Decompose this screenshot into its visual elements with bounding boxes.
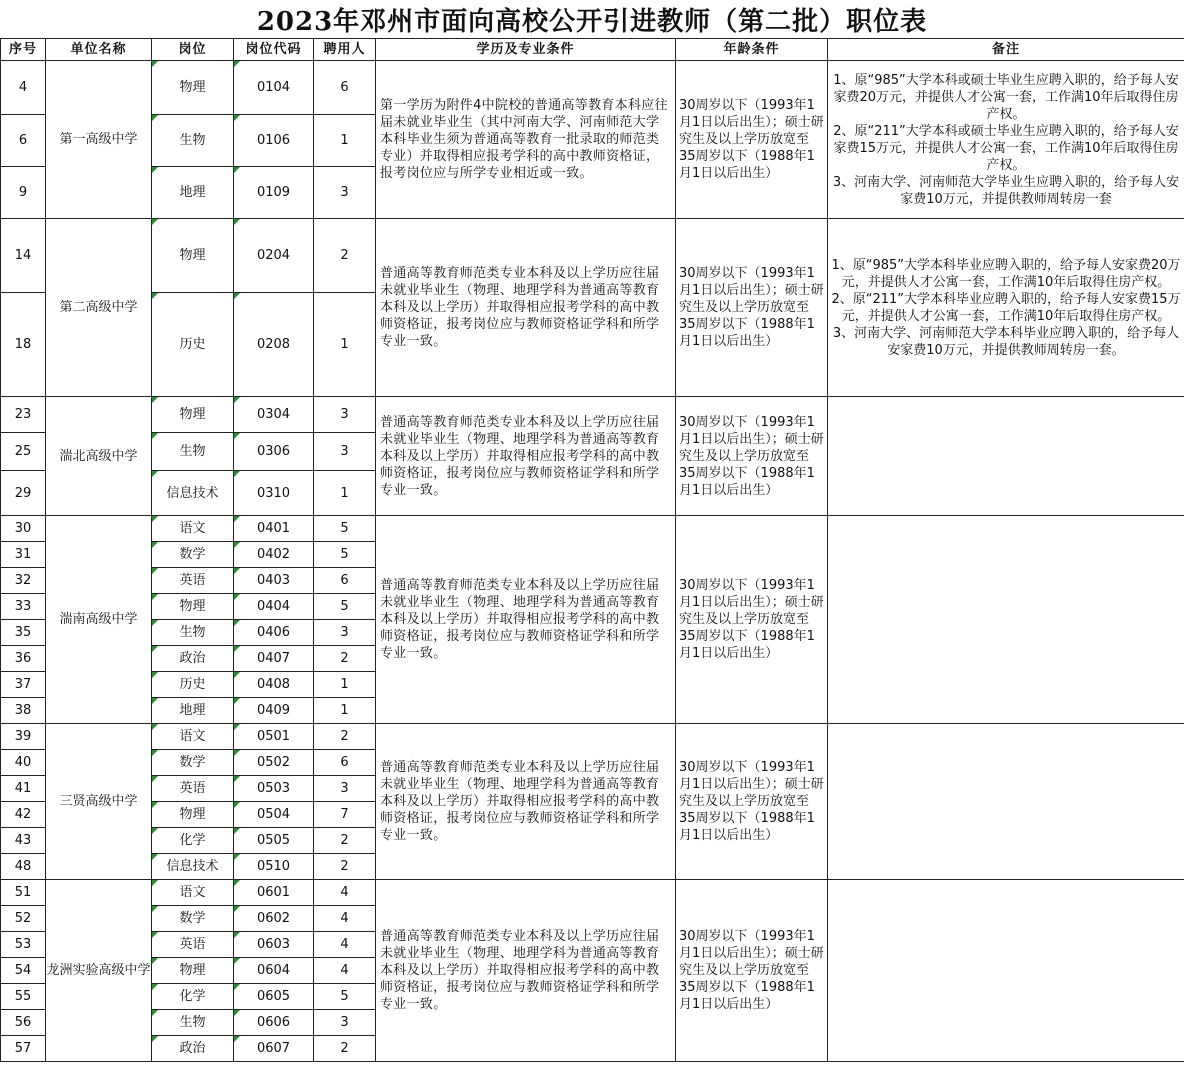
note-cell[interactable] xyxy=(828,880,1184,1062)
seq-cell[interactable]: 42 xyxy=(1,802,46,828)
seq-cell[interactable]: 4 xyxy=(1,61,46,115)
code-cell[interactable]: 0605 xyxy=(234,984,314,1010)
table-row xyxy=(1,61,1184,115)
position-cell[interactable]: 物理 xyxy=(152,397,234,433)
note-line: 2、原“211”大学本科或硕士毕业生应聘入职的，给予每人安家费15万元，并提供人才公寓一套，工作满10年后取得住房产权。 xyxy=(833,123,1179,173)
seq-cell[interactable]: 37 xyxy=(1,672,46,698)
count-cell[interactable]: 2 xyxy=(314,219,376,293)
table-row xyxy=(1,880,1184,906)
education-cell[interactable]: 普通高等教育师范类专业本科及以上学历应往届未就业毕业生（物理、地理学科为普通高等教育本科及以上学历）并取得相应报考学科的高中教师资格证，报考岗位应与教师资格证学科和所学专业一致。 xyxy=(376,880,676,1062)
note-line: 1、原“985”大学本科或硕士毕业生应聘入职的，给予每人安家费20万元，并提供人才公寓一套，工作满10年后取得住房产权。 xyxy=(833,72,1179,122)
seq-cell[interactable]: 40 xyxy=(1,750,46,776)
page-title: 2023年邓州市面向高校公开引进教师（第二批）职位表 xyxy=(256,6,928,37)
code-cell[interactable]: 0104 xyxy=(234,61,314,115)
note-line: 3、河南大学、河南师范大学本科毕业应聘入职的，给予每人安家费10万元，并提供教师周转房一套。 xyxy=(832,325,1180,358)
count-cell[interactable]: 2 xyxy=(314,854,376,880)
count-cell[interactable]: 6 xyxy=(314,568,376,594)
position-cell[interactable]: 历史 xyxy=(152,672,234,698)
position-cell[interactable]: 物理 xyxy=(152,219,234,293)
seq-cell[interactable]: 56 xyxy=(1,1010,46,1036)
position-cell[interactable]: 数学 xyxy=(152,906,234,932)
seq-cell[interactable]: 23 xyxy=(1,397,46,433)
code-cell[interactable]: 0505 xyxy=(234,828,314,854)
seq-cell[interactable]: 31 xyxy=(1,542,46,568)
position-cell[interactable]: 生物 xyxy=(152,115,234,167)
code-cell[interactable]: 0401 xyxy=(234,516,314,542)
header-row xyxy=(1,39,1184,61)
seq-cell[interactable]: 25 xyxy=(1,433,46,471)
count-cell[interactable]: 3 xyxy=(314,1010,376,1036)
seq-cell[interactable]: 33 xyxy=(1,594,46,620)
code-cell[interactable]: 0402 xyxy=(234,542,314,568)
seq-cell[interactable]: 54 xyxy=(1,958,46,984)
code-cell[interactable]: 0604 xyxy=(234,958,314,984)
positions-table xyxy=(0,38,1184,1062)
code-cell[interactable]: 0310 xyxy=(234,471,314,516)
seq-cell[interactable]: 18 xyxy=(1,293,46,397)
unit-cell[interactable]: 湍南高级中学 xyxy=(46,516,152,724)
position-cell[interactable]: 物理 xyxy=(152,958,234,984)
note-cell[interactable] xyxy=(828,516,1184,724)
count-cell[interactable]: 1 xyxy=(314,115,376,167)
seq-cell[interactable]: 41 xyxy=(1,776,46,802)
count-cell[interactable]: 6 xyxy=(314,61,376,115)
count-cell[interactable]: 1 xyxy=(314,698,376,724)
count-cell[interactable]: 3 xyxy=(314,776,376,802)
count-cell[interactable]: 6 xyxy=(314,750,376,776)
age-cell[interactable]: 30周岁以下（1993年1月1日以后出生）；硕士研究生及以上学历放宽至35周岁以下（1988年1月1日以后出生） xyxy=(676,397,828,516)
position-cell[interactable]: 政治 xyxy=(152,1036,234,1062)
note-cell[interactable] xyxy=(828,397,1184,516)
table-row xyxy=(1,397,1184,433)
unit-cell[interactable]: 第二高级中学 xyxy=(46,219,152,397)
header-seq: 序号 xyxy=(1,39,46,61)
position-cell[interactable]: 地理 xyxy=(152,167,234,219)
unit-cell[interactable]: 三贤高级中学 xyxy=(46,724,152,880)
code-cell[interactable]: 0304 xyxy=(234,397,314,433)
age-cell[interactable]: 30周岁以下（1993年1月1日以后出生）；硕士研究生及以上学历放宽至35周岁以下（1988年1月1日以后出生） xyxy=(676,219,828,397)
position-cell[interactable]: 语文 xyxy=(152,880,234,906)
count-cell[interactable]: 5 xyxy=(314,984,376,1010)
position-cell[interactable]: 物理 xyxy=(152,61,234,115)
count-cell[interactable]: 5 xyxy=(314,542,376,568)
header-code: 岗位代码 xyxy=(234,39,314,61)
note-line: 1、原“985”大学本科毕业应聘入职的，给予每人安家费20万元，并提供人才公寓一套，工作满10年后取得住房产权。 xyxy=(831,257,1181,290)
position-cell[interactable]: 生物 xyxy=(152,1010,234,1036)
code-cell[interactable]: 0409 xyxy=(234,698,314,724)
position-cell[interactable]: 化学 xyxy=(152,828,234,854)
header-age: 年龄条件 xyxy=(676,39,828,61)
header-education: 学历及专业条件 xyxy=(376,39,676,61)
code-cell[interactable]: 0510 xyxy=(234,854,314,880)
code-cell[interactable]: 0208 xyxy=(234,293,314,397)
count-cell[interactable]: 1 xyxy=(314,293,376,397)
education-cell[interactable]: 普通高等教育师范类专业本科及以上学历应往届未就业毕业生（物理、地理学科为普通高等教育本科及以上学历）并取得相应报考学科的高中教师资格证，报考岗位应与教师资格证学科和所学专业一致。 xyxy=(376,724,676,880)
position-cell[interactable]: 英语 xyxy=(152,568,234,594)
seq-cell[interactable]: 55 xyxy=(1,984,46,1010)
code-cell[interactable]: 0602 xyxy=(234,906,314,932)
position-cell[interactable]: 物理 xyxy=(152,594,234,620)
code-cell[interactable]: 0407 xyxy=(234,646,314,672)
code-cell[interactable]: 0403 xyxy=(234,568,314,594)
count-cell[interactable]: 3 xyxy=(314,167,376,219)
education-cell[interactable]: 普通高等教育师范类专业本科及以上学历应往届未就业毕业生（物理、地理学科为普通高等教育本科及以上学历）并取得相应报考学科的高中教师资格证，报考岗位应与教师资格证学科和所学专业一致。 xyxy=(376,397,676,516)
header-position: 岗位 xyxy=(152,39,234,61)
position-cell[interactable]: 化学 xyxy=(152,984,234,1010)
seq-cell[interactable]: 39 xyxy=(1,724,46,750)
position-cell[interactable]: 英语 xyxy=(152,776,234,802)
count-cell[interactable]: 2 xyxy=(314,724,376,750)
position-cell[interactable]: 数学 xyxy=(152,542,234,568)
count-cell[interactable]: 4 xyxy=(314,906,376,932)
position-cell[interactable]: 历史 xyxy=(152,293,234,397)
position-cell[interactable]: 信息技术 xyxy=(152,854,234,880)
position-cell[interactable]: 英语 xyxy=(152,932,234,958)
unit-cell[interactable]: 龙洲实验高级中学 xyxy=(46,880,152,1062)
position-cell[interactable]: 语文 xyxy=(152,516,234,542)
count-cell[interactable]: 2 xyxy=(314,646,376,672)
seq-cell[interactable]: 52 xyxy=(1,906,46,932)
note-line: 2、原“211”大学本科毕业应聘入职的，给予每人安家费15万元，并提供人才公寓一套，工作满10年后取得住房产权。 xyxy=(831,291,1181,324)
code-cell[interactable]: 0109 xyxy=(234,167,314,219)
seq-cell[interactable]: 57 xyxy=(1,1036,46,1062)
header-note: 备注 xyxy=(828,39,1184,61)
count-cell[interactable]: 7 xyxy=(314,802,376,828)
note-cell[interactable] xyxy=(828,219,1184,397)
seq-cell[interactable]: 35 xyxy=(1,620,46,646)
table-body xyxy=(1,61,1184,1062)
count-cell[interactable]: 1 xyxy=(314,672,376,698)
education-cell[interactable]: 普通高等教育师范类专业本科及以上学历应往届未就业毕业生（物理、地理学科为普通高等教育本科及以上学历）并取得相应报考学科的高中教师资格证，报考岗位应与教师资格证学科和所学专业一致。 xyxy=(376,516,676,724)
code-cell[interactable]: 0408 xyxy=(234,672,314,698)
code-cell[interactable]: 0601 xyxy=(234,880,314,906)
seq-cell[interactable]: 48 xyxy=(1,854,46,880)
position-cell[interactable]: 生物 xyxy=(152,433,234,471)
position-cell[interactable]: 信息技术 xyxy=(152,471,234,516)
unit-cell[interactable]: 湍北高级中学 xyxy=(46,397,152,516)
seq-cell[interactable]: 38 xyxy=(1,698,46,724)
education-cell[interactable]: 普通高等教育师范类专业本科及以上学历应往届未就业毕业生（物理、地理学科为普通高等教育本科及以上学历）并取得相应报考学科的高中教师资格证，报考岗位应与教师资格证学科和所学专业一致。 xyxy=(376,219,676,397)
seq-cell[interactable]: 14 xyxy=(1,219,46,293)
table-row xyxy=(1,516,1184,542)
code-cell[interactable]: 0603 xyxy=(234,932,314,958)
code-cell[interactable]: 0504 xyxy=(234,802,314,828)
header-unit: 单位名称 xyxy=(46,39,152,61)
position-cell[interactable]: 数学 xyxy=(152,750,234,776)
count-cell[interactable]: 2 xyxy=(314,828,376,854)
seq-cell[interactable]: 6 xyxy=(1,115,46,167)
code-cell[interactable]: 0503 xyxy=(234,776,314,802)
seq-cell[interactable]: 51 xyxy=(1,880,46,906)
age-cell[interactable]: 30周岁以下（1993年1月1日以后出生）；硕士研究生及以上学历放宽至35周岁以下（1988年1月1日以后出生） xyxy=(676,724,828,880)
age-cell[interactable]: 30周岁以下（1993年1月1日以后出生）；硕士研究生及以上学历放宽至35周岁以下（1988年1月1日以后出生） xyxy=(676,61,828,219)
code-cell[interactable]: 0502 xyxy=(234,750,314,776)
note-cell[interactable] xyxy=(828,61,1184,219)
position-cell[interactable]: 物理 xyxy=(152,802,234,828)
education-cell[interactable]: 第一学历为附件4中院校的普通高等教育本科应往届未就业毕业生（其中河南大学、河南师范大学本科毕业生须为普通高等教育一批录取的师范类专业）并取得相应报考学科的高中教师资格证，报考岗位应与所学专业相近或一致。 xyxy=(376,61,676,219)
note-cell[interactable] xyxy=(828,724,1184,880)
seq-cell[interactable]: 36 xyxy=(1,646,46,672)
age-cell[interactable]: 30周岁以下（1993年1月1日以后出生）；硕士研究生及以上学历放宽至35周岁以下（1988年1月1日以后出生） xyxy=(676,516,828,724)
count-cell[interactable]: 3 xyxy=(314,433,376,471)
count-cell[interactable]: 1 xyxy=(314,471,376,516)
count-cell[interactable]: 4 xyxy=(314,880,376,906)
count-cell[interactable]: 3 xyxy=(314,620,376,646)
age-cell[interactable]: 30周岁以下（1993年1月1日以后出生）；硕士研究生及以上学历放宽至35周岁以下（1988年1月1日以后出生） xyxy=(676,880,828,1062)
count-cell[interactable]: 5 xyxy=(314,516,376,542)
count-cell[interactable]: 4 xyxy=(314,958,376,984)
position-cell[interactable]: 生物 xyxy=(152,620,234,646)
seq-cell[interactable]: 53 xyxy=(1,932,46,958)
seq-cell[interactable]: 29 xyxy=(1,471,46,516)
table-row xyxy=(1,724,1184,750)
code-cell[interactable]: 0204 xyxy=(234,219,314,293)
code-cell[interactable]: 0606 xyxy=(234,1010,314,1036)
unit-cell[interactable]: 第一高级中学 xyxy=(46,61,152,219)
header-count: 聘用人 xyxy=(314,39,376,61)
seq-cell[interactable]: 32 xyxy=(1,568,46,594)
position-cell[interactable]: 政治 xyxy=(152,646,234,672)
code-cell[interactable]: 0306 xyxy=(234,433,314,471)
seq-cell[interactable]: 9 xyxy=(1,167,46,219)
count-cell[interactable]: 3 xyxy=(314,397,376,433)
code-cell[interactable]: 0607 xyxy=(234,1036,314,1062)
table-row xyxy=(1,219,1184,293)
seq-cell[interactable]: 30 xyxy=(1,516,46,542)
code-cell[interactable]: 0406 xyxy=(234,620,314,646)
count-cell[interactable]: 2 xyxy=(314,1036,376,1062)
code-cell[interactable]: 0501 xyxy=(234,724,314,750)
note-line: 3、河南大学、河南师范大学毕业生应聘入职的，给予每人安家费10万元，并提供教师周转房一套 xyxy=(832,174,1180,207)
position-cell[interactable]: 语文 xyxy=(152,724,234,750)
seq-cell[interactable]: 43 xyxy=(1,828,46,854)
count-cell[interactable]: 4 xyxy=(314,932,376,958)
count-cell[interactable]: 5 xyxy=(314,594,376,620)
position-cell[interactable]: 地理 xyxy=(152,698,234,724)
code-cell[interactable]: 0404 xyxy=(234,594,314,620)
code-cell[interactable]: 0106 xyxy=(234,115,314,167)
